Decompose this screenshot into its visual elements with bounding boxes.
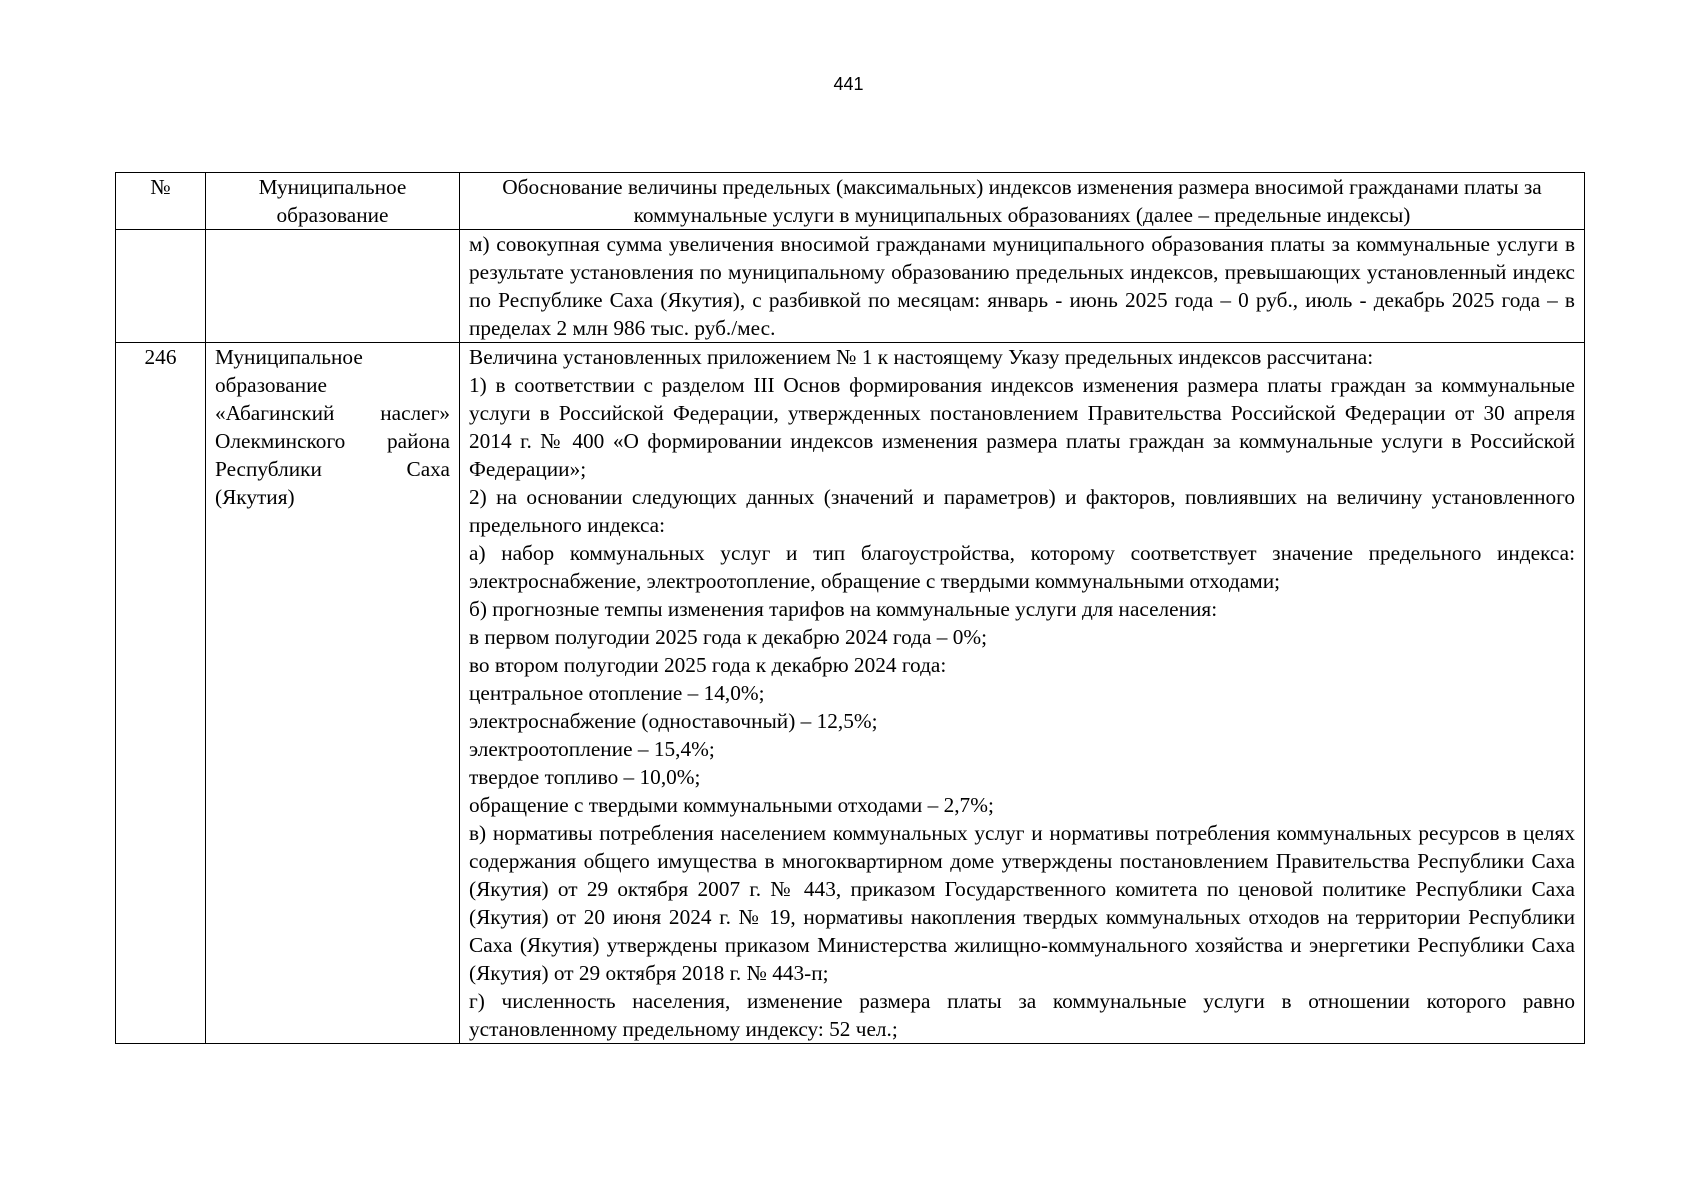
justification-item-2: 2) на основании следующих данных (значений и параметров) и факторов, повлиявших на величину установленного предельного индекса: — [469, 485, 1575, 537]
justification-item-b: б) прогнозные темпы изменения тарифов на коммунальные услуги для населения: — [469, 597, 1218, 621]
tariff-central-heating: центральное отопление – 14,0%; — [469, 681, 765, 705]
justification-item-g: г) численность населения, изменение размера платы за коммунальные услуги в отношении которого равно установленному предельному индексу: 52 чел.; — [469, 989, 1575, 1041]
table-header-row — [116, 173, 1585, 230]
tariff-second-half: во втором полугодии 2025 года к декабрю 2024 года: — [469, 653, 947, 677]
tariff-solid-fuel: твердое топливо – 10,0%; — [469, 765, 701, 789]
table-row-continued — [116, 230, 1585, 343]
continued-row-number — [116, 230, 206, 343]
tariff-electricity: электроснабжение (одноставочный) – 12,5%; — [469, 709, 878, 733]
header-municipality: Муниципальное образование — [206, 173, 460, 230]
tariff-electric-heating: электроотопление – 15,4%; — [469, 737, 715, 761]
page-number: 441 — [833, 74, 864, 94]
justification-intro: Величина установленных приложением № 1 к настоящему Указу предельных индексов рассчитана: — [469, 345, 1374, 369]
continued-row-text: м) совокупная сумма увеличения вносимой гражданами муниципального образования платы за коммунальные услуги в результате установления по муниципальному образованию предельных индексов, превышающих установленный индекс по Республике Саха (Якутия), с разбивкой по месяцам: январь - июнь 2025 года – 0 руб., июль - декабрь 2025 года – в пределах 2 млн 986 тыс. руб./мес. — [460, 230, 1585, 343]
tariff-first-half: в первом полугодии 2025 года к декабрю 2024 года – 0%; — [469, 625, 988, 649]
continued-row-municipality — [206, 230, 460, 343]
justification-item-v: в) нормативы потребления населением коммунальных услуг и нормативы потребления коммунальных ресурсов в целях содержания общего имущества в многоквартирном доме утверждены постановлением Правительства Республики Саха (Якутия) от 29 октября 2007 г. № 443, приказом Государственного комитета по ценовой политике Республики Саха (Якутия) от 20 июня 2024 г. № 19, нормативы накопления твердых коммунальных отходов на территории Республики Саха (Якутия) утверждены приказом Министерства жилищно-коммунального хозяйства и энергетики Республики Саха (Якутия) от 29 октября 2018 г. № 443-п; — [469, 821, 1575, 985]
row-246-number: 246 — [116, 343, 206, 1044]
justification-item-1: 1) в соответствии с разделом III Основ формирования индексов изменения размера платы граждан за коммунальные услуги в Российской Федерации, утвержденных постановлением Правительства Российской Федерации от 30 апреля 2014 г. № 400 «О формировании индексов изменения размера платы граждан за коммунальные услуги в Российской Федерации»; — [469, 373, 1575, 481]
row-246-justification — [460, 343, 1585, 1044]
table-row-246 — [116, 343, 1585, 1044]
header-justification: Обоснование величины предельных (максимальных) индексов изменения размера вносимой гражданами платы за коммунальные услуги в муниципальных образованиях (далее – предельные индексы) — [460, 173, 1585, 230]
tariff-solid-waste: обращение с твердыми коммунальными отходами – 2,7%; — [469, 793, 994, 817]
row-246-municipality: Муниципальное образование «Абагинский наслег» Олекминского района Республики Саха (Якутия) — [206, 343, 460, 1044]
header-number: № — [116, 173, 206, 230]
indices-table — [115, 172, 1585, 1044]
justification-item-a: а) набор коммунальных услуг и тип благоустройства, которому соответствует значение предельного индекса: электроснабжение, электроотопление, обращение с твердыми коммунальными отходами; — [469, 541, 1575, 593]
